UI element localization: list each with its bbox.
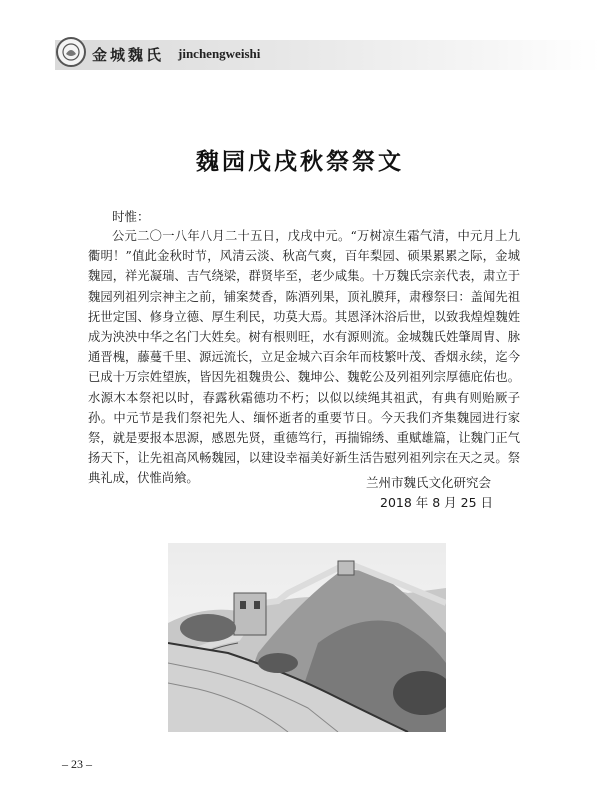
signature-org: 兰州市魏氏文化研究会 xyxy=(366,475,492,490)
great-wall-photo xyxy=(168,543,446,732)
header-subtitle: jinchengweishi xyxy=(178,46,261,61)
body-paragraph: 公元二〇一八年八月二十五日，戊戌中元。“万树凉生霜气清，中元月上九衢明！”值此金秋时节，风清云淡、秋高气爽，百年梨园、硕果累累之际，金城魏园，祥光凝瑞、吉气绕梁，群贤毕至，老少咸集。十万魏氏宗亲代表，肃立于魏园列祖列宗神主之前，铺案焚香，陈酒列果，顶礼膜拜，肃穆祭曰：盖闻先祖抚世定国、修身立德、厚生利民，功莫大焉。其恩泽沐浴后世，以致我煌煌魏姓成为泱泱中华之名门大姓矣。树有根则旺，水有源则流。金城魏氏姓肇周胄、脉通晋槐，藤蔓千里、源远流长，立足金城六百余年而枝繁叶茂、香烟永续，迄今已成十万宗姓望族，皆因先祖魏贵公、魏坤公、魏乾公及列祖列宗厚德庇佑也。水源木本祭祀以时，春露秋霜德功不朽；以似以续绳其祖武，有典有则贻厥子孙。中元节是我们祭祀先人、缅怀逝者的重要节日。今天我们齐集魏园进行家祭，就是要报本思源，感恩先贤，重德笃行，再揣锦绣、重赋雄篇，让魏门正气扬天下，让先祖高风畅魏园，以建设幸福美好新生活告慰列祖列宗在天之灵。祭典礼成，伏惟尚飨。 xyxy=(88,229,520,486)
article-body xyxy=(88,226,520,489)
page-number: – 23 – xyxy=(62,757,92,771)
header-logo-text: 金城魏氏 xyxy=(92,46,165,64)
article-title: 魏园戊戌秋祭祭文 xyxy=(196,148,404,175)
salutation: 时惟： xyxy=(112,209,150,224)
signature-date: 2018 年 8 月 25 日 xyxy=(380,495,494,510)
logo-emblem-icon xyxy=(56,37,86,67)
